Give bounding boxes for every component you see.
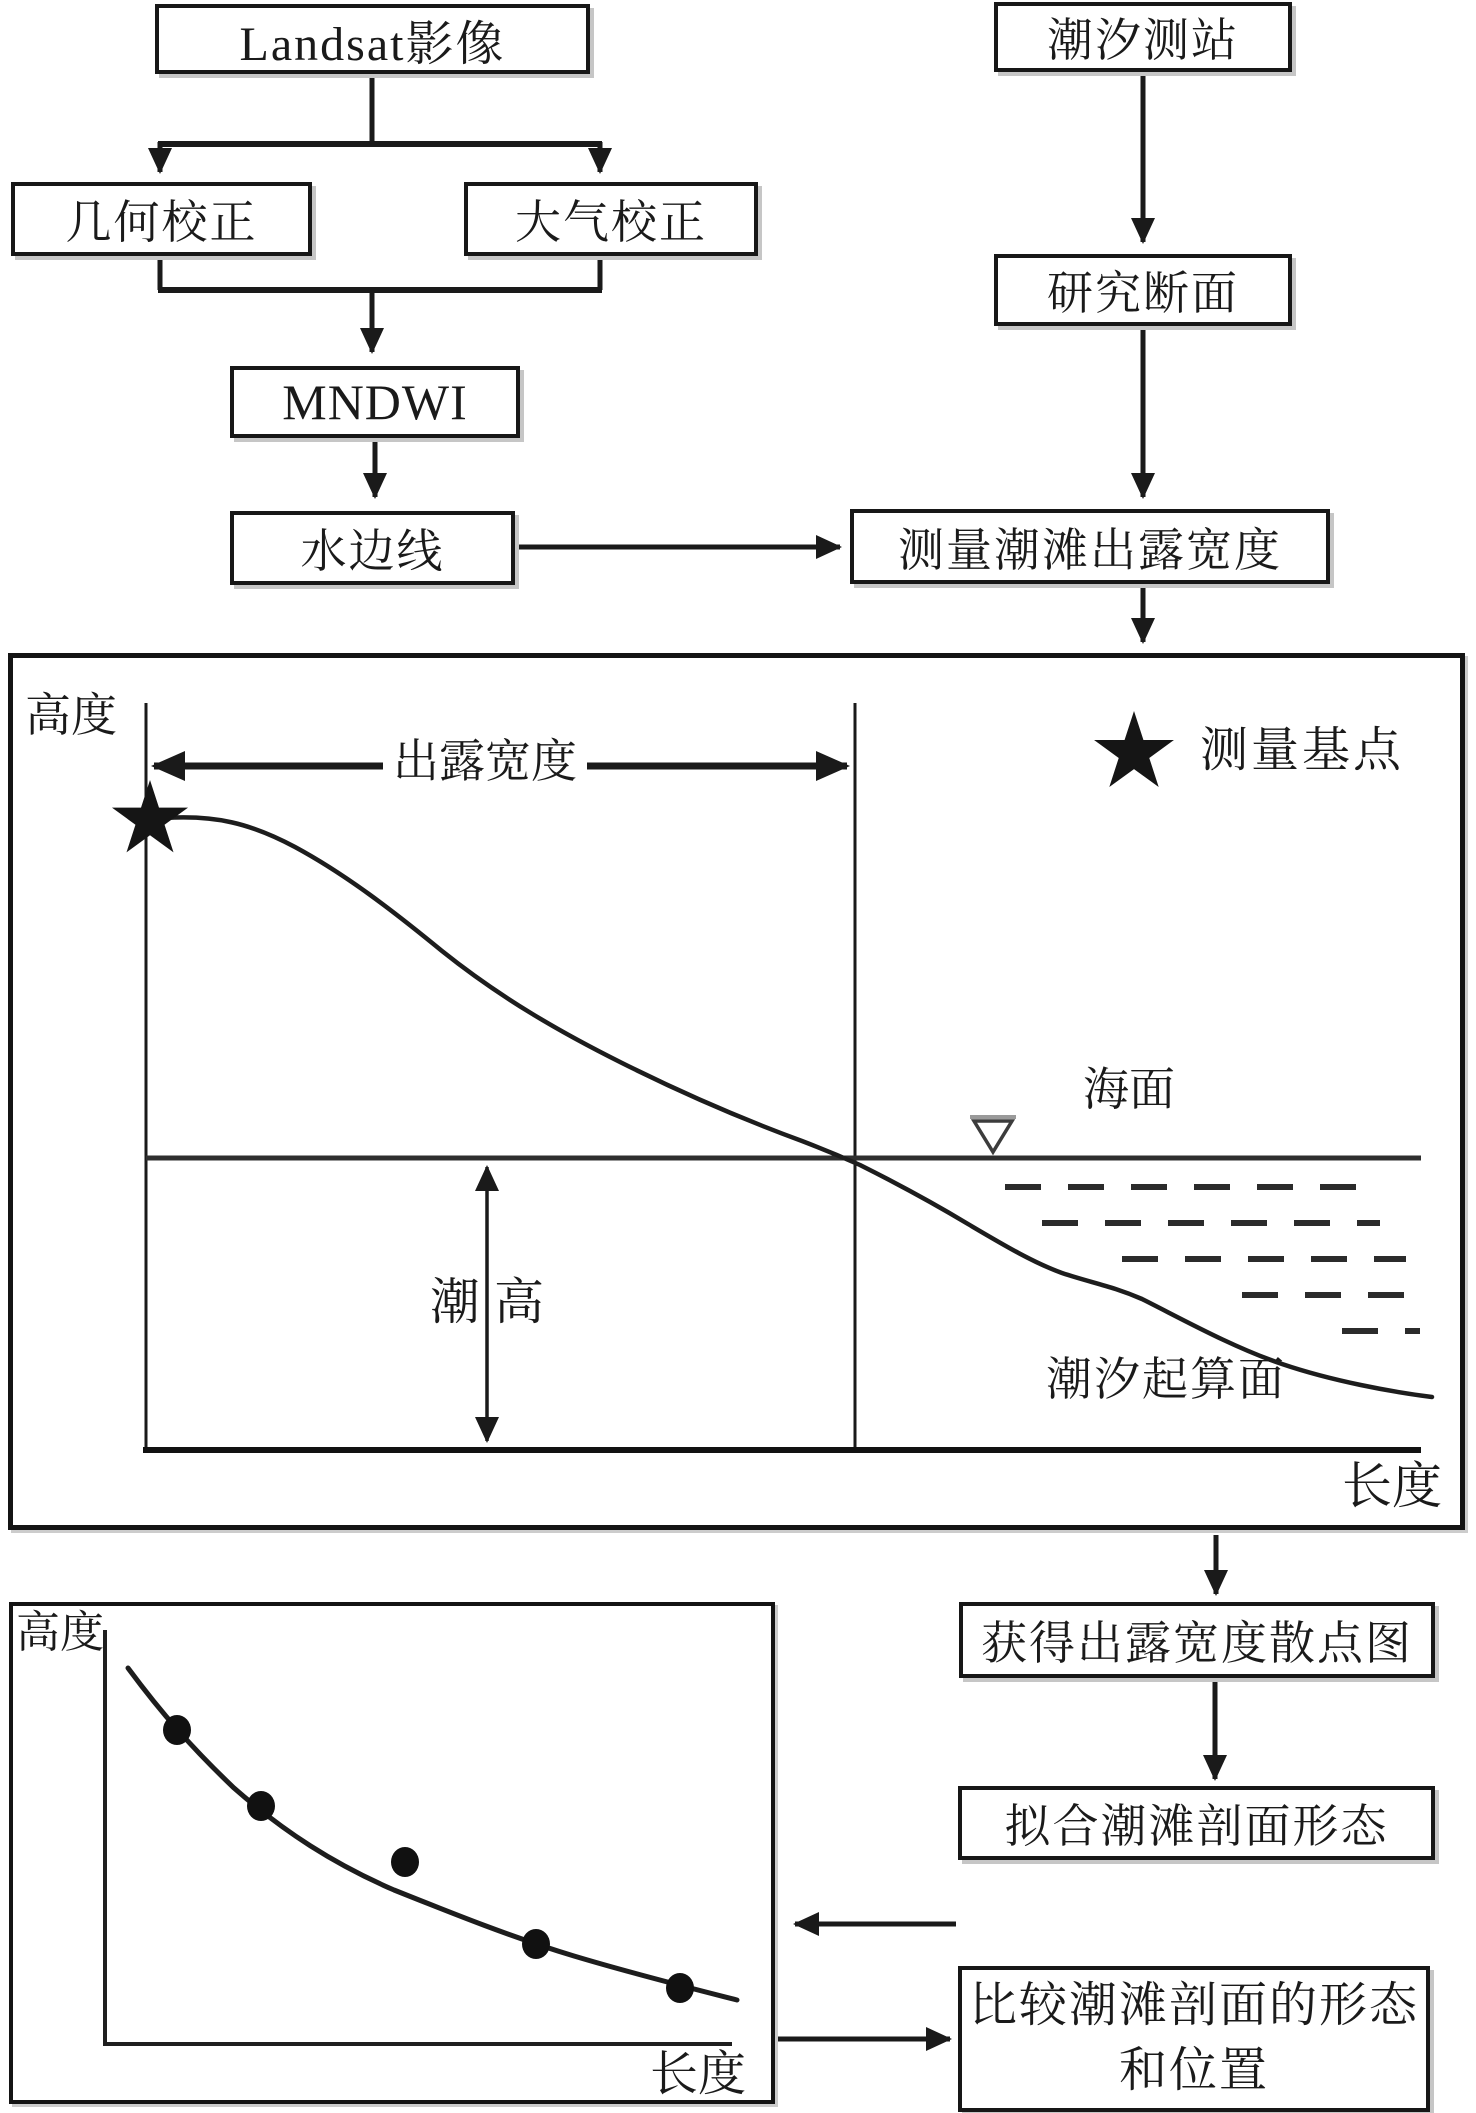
node-geometric-correction: [11, 182, 312, 256]
node-measure-exposed-width-label: 测量潮滩出露宽度: [898, 524, 1282, 576]
node-mndwi: [230, 366, 520, 438]
node-tide-station-label: 潮汐测站: [1047, 15, 1239, 66]
node-measure-exposed-width: [850, 509, 1330, 584]
node-fit-profile-shape-label: 拟合潮滩剖面形态: [1004, 1801, 1389, 1852]
node-compare-profile-line1: 比较潮滩剖面的形态: [968, 1979, 1419, 2033]
node-atmospheric-correction-label: 大气校正: [515, 197, 707, 248]
sea-surface-label: 海面: [1083, 1064, 1175, 1115]
exposed-width-label: 出露宽度: [383, 738, 587, 786]
node-fit-profile-shape: [958, 1786, 1435, 1860]
node-mndwi-label: MNDWI: [282, 374, 468, 430]
node-landsat-image: [155, 4, 590, 74]
tide-height-label: 潮高: [430, 1274, 558, 1330]
profile-y-axis-label: 高度: [25, 690, 117, 741]
node-get-scatter-plot: [959, 1602, 1435, 1678]
scatter-x-axis-label: 长度: [650, 2048, 747, 2101]
node-atmospheric-correction: [464, 182, 758, 256]
node-study-section: [994, 254, 1292, 326]
node-tide-station: [994, 2, 1292, 72]
node-landsat-image-label: Landsat影像: [239, 17, 506, 71]
profile-x-axis-label: 长度: [1342, 1458, 1442, 1514]
node-study-section-label: 研究断面: [1047, 268, 1239, 319]
tidal-datum-label: 潮汐起算面: [1046, 1354, 1286, 1405]
scatter-y-axis-label: 高度: [16, 1608, 104, 1657]
node-compare-profile: [958, 1966, 1430, 2112]
node-get-scatter-plot-label: 获得出露宽度散点图: [981, 1618, 1413, 1669]
node-waterline-label: 水边线: [300, 526, 445, 577]
node-waterline: [230, 511, 515, 585]
node-geometric-correction-label: 几何校正: [65, 197, 258, 248]
scatter-plot-panel: [9, 1602, 775, 2104]
node-compare-profile-line2: 和位置: [1118, 2044, 1269, 2097]
benchmark-legend-label: 测量基点: [1200, 724, 1405, 777]
